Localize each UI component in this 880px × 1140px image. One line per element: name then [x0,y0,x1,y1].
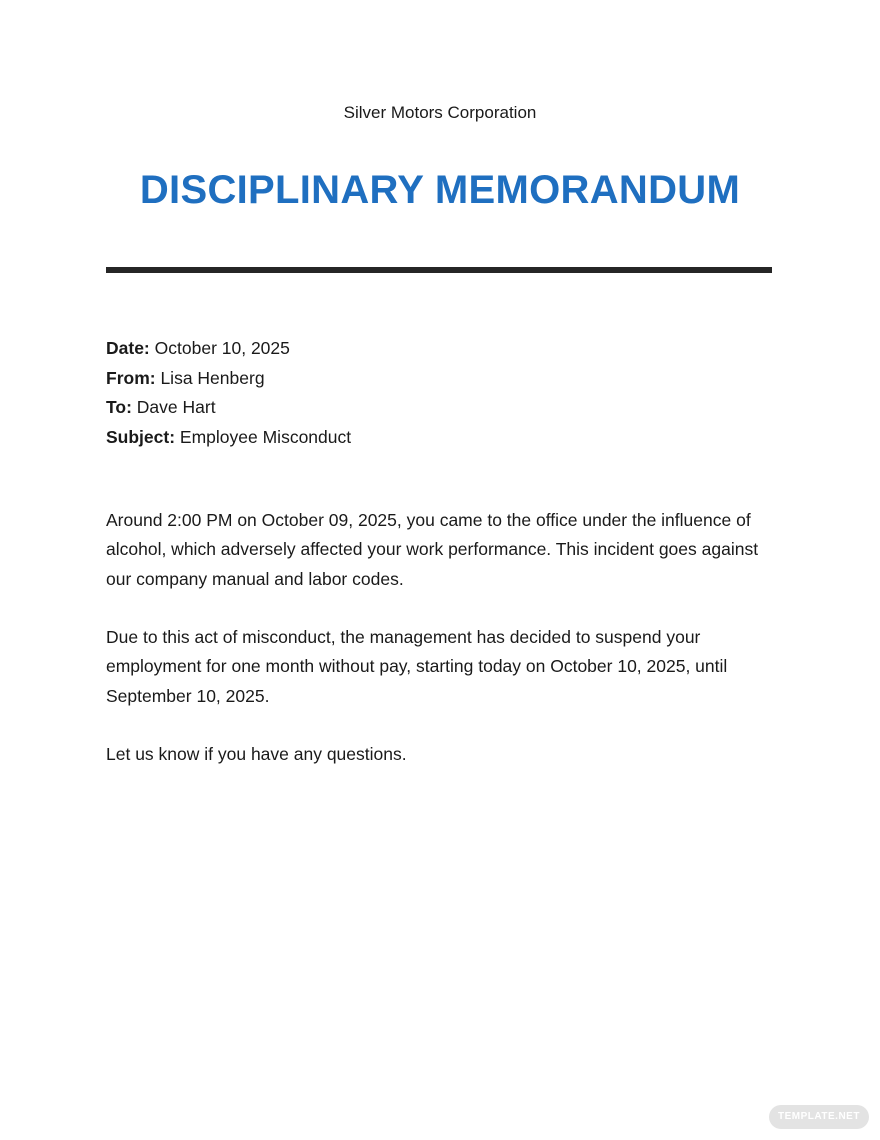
body-paragraph: Let us know if you have any questions. [106,744,407,765]
company-name: Silver Motors Corporation [343,103,537,122]
date-label: Date: [106,338,150,358]
memo-meta [106,334,772,452]
body-paragraph: Due to this act of misconduct, the management has decided to suspend your employment for one month without pay, starting today on October 10, 2025, until September 10, 2025. [106,627,728,706]
watermark-badge: TEMPLATE.NET [769,1105,869,1129]
to-label: To: [106,397,132,417]
subject-value: Employee Misconduct [179,426,352,447]
from-label: From: [106,367,156,388]
subject-label: Subject: [106,426,176,447]
date-value: October 10, 2025 [154,338,290,358]
header-divider [106,267,772,273]
memo-body [106,506,776,799]
from-value: Lisa Henberg [160,367,265,388]
meta-from-row [106,364,772,394]
meta-subject-row [106,423,772,453]
body-paragraph: Around 2:00 PM on October 09, 2025, you came to the office under the influence of alcohol, which adversely affected your work performance. This incident goes against our company manual and labor codes. [106,510,759,589]
meta-date-row [106,334,772,364]
document-title: DISCIPLINARY MEMORANDUM [139,168,741,212]
meta-to-row [106,393,772,423]
to-value: Dave Hart [136,397,216,417]
